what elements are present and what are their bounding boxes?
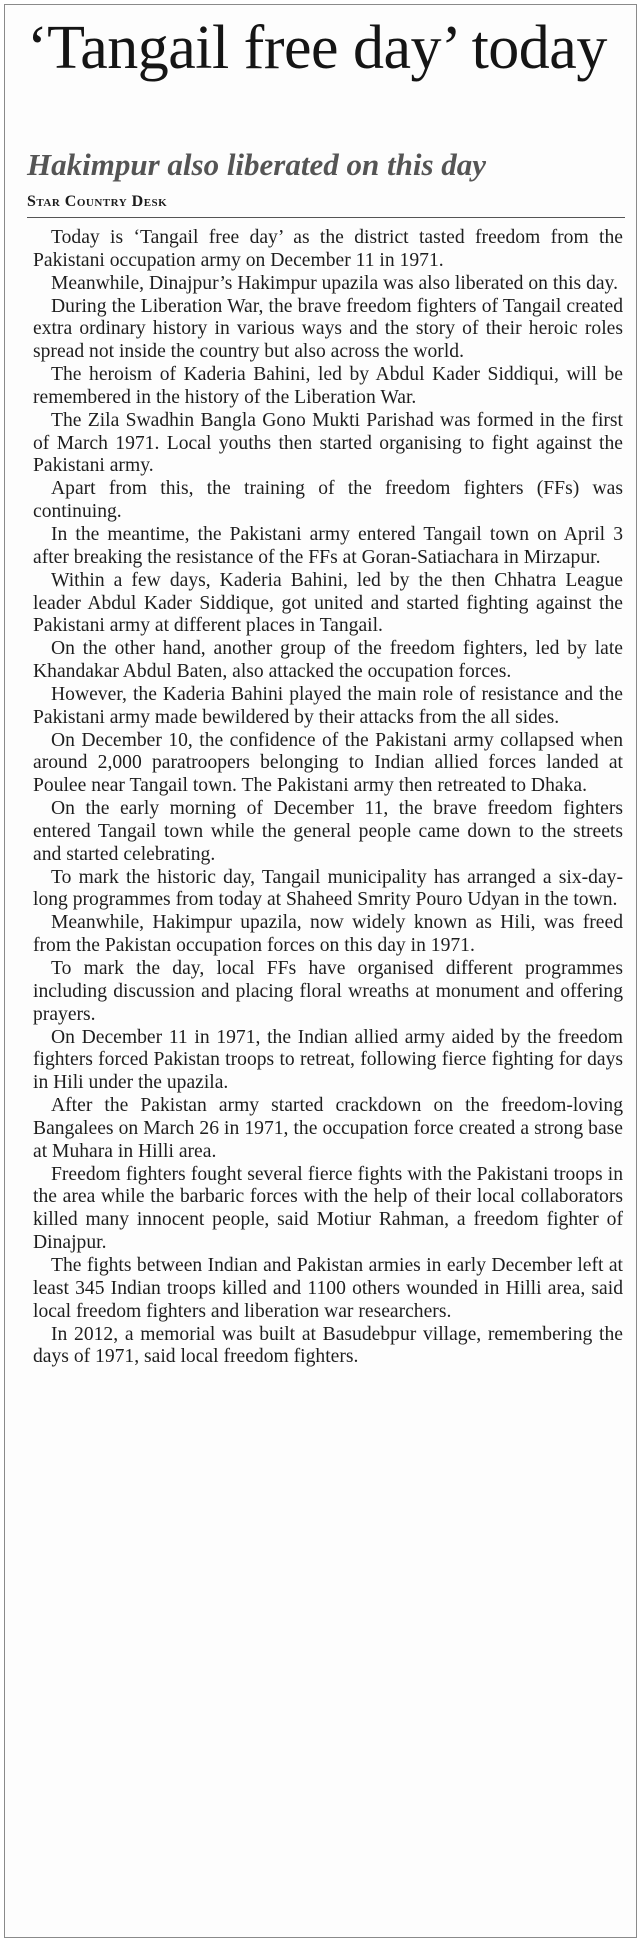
paragraph: Within a few days, Kaderia Bahini, led by the then Chhatra League leader Abdul Kader Siddique, got united and started fighting against the Pakistani army at different places in Tangail. bbox=[33, 569, 623, 637]
paragraph: On December 11 in 1971, the Indian allied army aided by the freedom fighters forced Pakistan troops to retreat, following fierce fighting for days in Hili under the upazila. bbox=[33, 1026, 623, 1094]
paragraph: In 2012, a memorial was built at Basudebpur village, remembering the days of 1971, said local freedom fighters. bbox=[33, 1323, 623, 1368]
paragraph: Meanwhile, Hakimpur upazila, now widely known as Hili, was freed from the Pakistan occupation forces on this day in 1971. bbox=[33, 912, 623, 957]
paragraph: Today is ‘Tangail free day’ as the district tasted freedom from the Pakistani occupation army on December 11 in 1971. bbox=[33, 227, 623, 271]
paragraph: Freedom fighters fought several fierce fights with the Pakistani troops in the area while the barbaric forces with the help of their local collaborators killed many innocent people, said Motiur Rahman, a freedom fighter of Dinajpur. bbox=[33, 1163, 623, 1254]
paragraph: On the other hand, another group of the freedom fighters, led by late Khandakar Abdul Baten, also attacked the occupation forces. bbox=[33, 638, 623, 683]
subheadline: Hakimpur also liberated on this day bbox=[27, 147, 487, 182]
article-body bbox=[33, 227, 623, 1369]
paragraph: To mark the day, local FFs have organised different programmes including discussion and placing floral wreaths at monument and offering prayers. bbox=[33, 958, 623, 1025]
paragraph: Meanwhile, Dinajpur’s Hakimpur upazila was also liberated on this day. bbox=[51, 272, 618, 294]
headline: ‘Tangail free day’ today bbox=[27, 14, 607, 82]
paragraph: The Zila Swadhin Bangla Gono Mukti Parishad was formed in the first of March 1971. Local youths then started organising to fight against the Pakistani army. bbox=[33, 409, 623, 477]
paragraph: To mark the historic day, Tangail municipality has arranged a six-day-long programmes from today at Shaheed Smrity Pouro Udyan in the town. bbox=[33, 866, 623, 911]
paragraph: Apart from this, the training of the freedom fighters (FFs) was continuing. bbox=[33, 478, 623, 523]
paragraph: During the Liberation War, the brave freedom fighters of Tangail created extra ordinary history in various ways and the story of their heroic roles spread not inside the country but also across the world. bbox=[33, 295, 623, 363]
paragraph: In the meantime, the Pakistani army entered Tangail town on April 3 after breaking the resistance of the FFs at Goran-Satiachara in Mirzapur. bbox=[33, 523, 623, 568]
paragraph: On December 10, the confidence of the Pakistani army collapsed when around 2,000 paratroopers belonging to Indian allied forces landed at Poulee near Tangail town. The Pakistani army then retreated to Dhaka. bbox=[33, 729, 623, 797]
paragraph: The fights between Indian and Pakistan armies in early December left at least 345 Indian troops killed and 1100 others wounded in Hilli area, said local freedom fighters and liberation war researchers. bbox=[33, 1254, 623, 1322]
byline-divider bbox=[27, 217, 625, 218]
paragraph: However, the Kaderia Bahini played the main role of resistance and the Pakistani army made bewildered by their attacks from the all sides. bbox=[33, 683, 623, 728]
paragraph: On the early morning of December 11, the brave freedom fighters entered Tangail town while the general people came down to the streets and started celebrating. bbox=[33, 798, 623, 865]
article-frame bbox=[4, 4, 637, 1938]
paragraph: After the Pakistan army started crackdown on the freedom-loving Bangalees on March 26 in 1971, the occupation force created a strong base at Muhara in Hilli area. bbox=[33, 1095, 623, 1162]
paragraph: The heroism of Kaderia Bahini, led by Abdul Kader Siddiqui, will be remembered in the history of the Liberation War. bbox=[33, 364, 623, 408]
byline: Star Country Desk bbox=[27, 193, 168, 210]
